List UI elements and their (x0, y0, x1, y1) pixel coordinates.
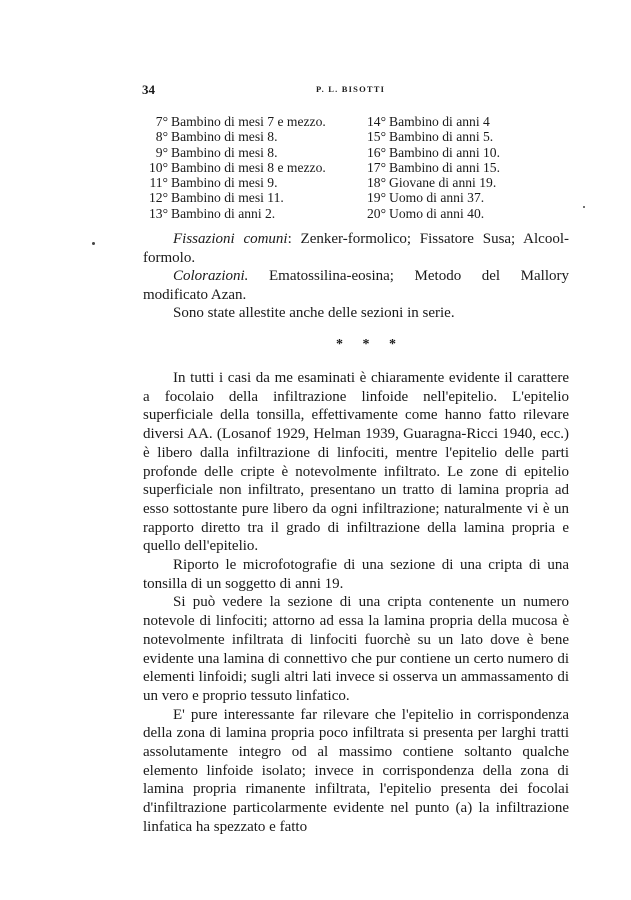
colorazioni-label: Colorazioni. (173, 268, 249, 285)
colorazioni-text: Ematossilina-eosina; Metodo del Mallory modificato Azan. (143, 268, 569, 303)
case-item: 15° Bambino di anni 5. (366, 129, 494, 145)
case-item: 20° Uomo di anni 40. (366, 205, 485, 221)
case-list-right-column (356, 114, 566, 221)
case-item: 7° Bambino di mesi 7 e mezzo. (155, 114, 326, 129)
page-number: 34 (142, 82, 155, 97)
case-item: 13° Bambino di anni 2. (148, 205, 276, 221)
case-item: 16° Bambino di anni 10. (366, 144, 501, 160)
case-item: 19° Uomo di anni 37. (366, 190, 485, 206)
paragraph: Si può vedere la sezione di una cripta contenente un numero notevole di linfociti; attorno ad essa la lamina propria della mucosa è notevolmente infiltrata di linfociti fuorchè su un lato dove è bene evidente una lamina di connettivo che pur contiene un certo numero di elementi linfoidi; sugli altri lati invece si osserva un ammassamento di un vero e proprio tessuto linfatico. (143, 594, 569, 704)
fissazioni-text: : Zenker-formolico; Fissatore Susa; Alcool-formolo. (143, 231, 569, 266)
running-title: P. L. BISOTTI (316, 84, 386, 94)
case-item: 10° Bambino di mesi 8 e mezzo. (148, 159, 326, 175)
paragraph: In tutti i casi da me esaminati è chiaramente evidente il carattere a focolaio della infiltrazione linfoide nell'epitelio. L'epitelio superficiale della tonsilla, effettivamente come hanno fatto rilevare diversi AA. (Losanof 1929, Helman 1939, Guaragna-Ricci 1940, ecc.) è libero dalla infiltrazione di linfociti, mentre l'epitelio delle parti profonde delle cripte è notevolmente infiltrato. Le zone di epitelio superficiale non infiltrato, presentano un tratto di lamina propria ad esso sottostante pure libero da ogni infiltrazione; naturalmente vi è un rapporto diretto tra il grado di infiltrazione della lamina propria e quello dell'epitelio. (143, 370, 569, 555)
case-item: 18° Giovane di anni 19. (366, 175, 497, 191)
main-text (143, 369, 569, 837)
fissazioni-paragraph (143, 230, 569, 267)
case-list-left-column (138, 114, 343, 221)
print-speck (92, 242, 95, 245)
serie-paragraph: Sono state allestite anche delle sezioni in serie. (173, 305, 455, 322)
case-item: 14° Bambino di anni 4 (366, 114, 490, 129)
fissazioni-label: Fissazioni comuni (173, 231, 288, 247)
colorazioni-paragraph (143, 267, 569, 304)
case-item: 12° Bambino di mesi 11. (148, 190, 284, 206)
print-speck (583, 206, 585, 208)
case-item: 8° Bambino di mesi 8. (155, 129, 278, 145)
case-item: 17° Bambino di anni 15. (366, 159, 501, 175)
page-header (0, 82, 631, 98)
paragraph: E' pure interessante far rilevare che l'epitelio in corrispondenza della zona di lamina propria poco infiltrata si presenta per larghi tratti assolutamente integro od al massimo contiene soltanto qualche elemento linfoide isolato; invece in corrispondenza della zona di lamina propria rimanente infiltrata, l'epitelio presenta dei focolai d'infiltrazione particolarmente evidente nel punto (a) la infiltrazione linfatica ha spezzato e fatto (143, 706, 569, 835)
section-separator: * * * (336, 337, 404, 352)
case-item: 11° Bambino di mesi 9. (149, 175, 278, 191)
case-item: 9° Bambino di mesi 8. (155, 144, 278, 160)
paragraph: Riporto le microfotografie di una sezione di una cripta di una tonsilla di un soggetto di anni 19. (143, 557, 569, 592)
methods-section (143, 230, 569, 323)
